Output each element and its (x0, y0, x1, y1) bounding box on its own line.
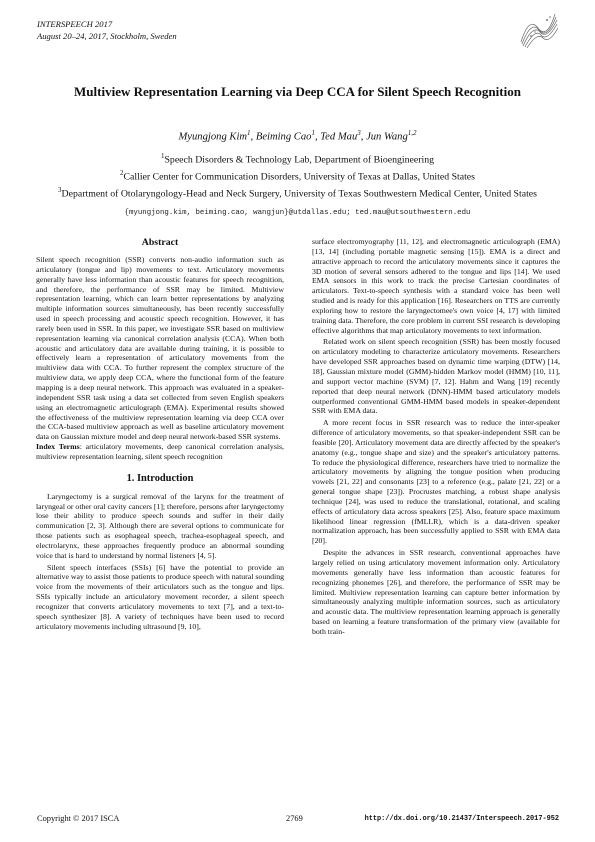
affiliation-line (40, 150, 555, 167)
author-affiliation-marker: 1 (247, 129, 251, 137)
author-emails: {myungjong.kim, beiming.cao, wangjun}@utdallas.edu; ted.mau@utsouthwestern.edu (124, 209, 471, 217)
affiliation-marker: 3 (58, 185, 62, 194)
index-terms-label: Index Terms (36, 442, 80, 452)
affiliation-list (40, 150, 555, 200)
intro-paragraph: Laryngectomy is a surgical removal of the larynx for the treatment of laryngeal or other oral cavity cancers [1]; therefore, persons after laryngectomy lose their ability to produce speech sounds and suffer in their daily communication [2, 3]. Although there are several options to communicate for those patients such as esophageal speech, trachea-esophageal speech, and electrolarynx, these approaches frequently produce an abnormal sounding voice that is hard to understand by normal listeners [4, 5]. (36, 491, 284, 560)
author-name: Myungjong Kim (178, 131, 248, 143)
affiliation-text: Department of Otolaryngology-Head and Neck Surgery, University of Texas Southwestern Medical Center, United States (61, 187, 537, 199)
affiliation-line (40, 167, 555, 184)
copyright-notice: Copyright © 2017 ISCA (37, 814, 120, 823)
author-affiliation-marker: 3 (357, 129, 361, 137)
author-affiliation-marker: 1,2 (407, 129, 417, 137)
body-paragraph: surface electromyography [11, 12], and electromagnetic articulograph (EMA) [13, 14] (including portable magnetic sensing [15]). EMA is a direct and attractive approach to record the articulatory movements since it captures the 3D motion of several sensors adhered to the tongue and lips [14]. We used EMA sensors in this work to track the precise Cartesian coordinates of articulators. Text-to-speech synthesis with a standard voice has been well studied and is ready for this application [16]. Researchers on TTS are currently exploring how to restore the laryngectomee's own voice [4, 17] with limited training data. Therefore, the core problem in current SSI research is developing effective algorithms that map articulatory movements to text information. (312, 237, 560, 335)
body-paragraph: Related work on silent speech recognition (SSR) has been mostly focused on articulatory modeling to characterize articulatory movements. Researchers have developed SSR approaches based on dynamic time warping (DTW) [14, 18], Gaussian mixture model (GMM)-hidden Markov model (HMM) [10, 11], and support vector machine (SVM) [7, 12]. Hahm and Wang [19] recently reported that deep neural network (DNN)-HMM based articulatory models outperformed conventional GMM-HMM based models in speaker-dependent SSR with EMA data. (312, 337, 560, 416)
author-affiliation-marker: 1 (311, 129, 315, 137)
affiliation-line (40, 184, 555, 201)
author-name: Ted Mau (320, 131, 358, 143)
author-name: Jun Wang (366, 131, 408, 143)
body-paragraph: Despite the advances in SSR research, conventional approaches have largely relied on using articulatory movement information only. Articulatory movements generally have less information than acoustic features for recognizing phonemes [26], and therefore, the performance of SSR may be limited. Multiview representation learning can capture better information by simultaneously analyzing multiple information sources, such as articulatory and acoustic data. The multiview representation learning approach is generally based on learning a feature transformation of the primary view (available for both train- (312, 548, 560, 636)
conference-name: INTERSPEECH 2017 (37, 19, 113, 29)
interspeech-logo-icon (517, 8, 559, 50)
intro-paragraph: Silent speech interfaces (SSIs) [6] have the potential to provide an alternative way to assist those patients to produce speech with natural sounding voice from the movements of their articulators such as the tongue and lips. SSIs typically include an articulatory movement recorder, a silent speech recognizer that converts articulatory movements to text [7], and a text-to-speech synthesizer [8]. A variety of techniques have been used to record articulatory movements including ultrasound [9, 10], (36, 562, 284, 631)
affiliation-marker: 2 (120, 168, 124, 177)
introduction-heading: 1. Introduction (126, 472, 194, 484)
index-terms-text: : articulatory movements, deep canonical correlation analysis, multiview representation learning, silent speech recognition (36, 442, 285, 461)
doi-link[interactable]: http://dx.doi.org/10.21437/Interspeech.2017-952 (364, 815, 559, 823)
abstract-heading: Abstract (141, 237, 179, 248)
body-paragraph: A more recent focus in SSR research was to reduce the inter-speaker difference of articulatory movements, so that speaker-independent SSR can be feasible [20]. Articulatory movement data are directly affected by the speaker's anatomy (e.g., tongue shape and size) and the speaker's articulatory patterns. To reduce the physiological difference, researchers have tried to normalize the articulatory movements by aligning the tongue position when producing vowels [21, 22] and consonants [23] to a reference (e.g., palate [21, 22] or a general tongue shape [23]). Procrustes matching, a robust shape analysis technique [24], was used to reduce the translational, rotational, and scaling effects of articulatory data across speakers [25]. Also, feature space maximum likelihood linear regression (fMLLR), which is a data-driven speaker normalization approach, has been successfully applied to SSR with EMA data [20]. (312, 418, 560, 546)
author-name: Beiming Cao (255, 131, 312, 143)
author-list: Myungjong Kim$^1$, Beiming Cao$^1$, Ted Mau$^3$, Jun Wang$^{1,2}$ (178, 129, 417, 143)
affiliation-text: Callier Center for Communication Disorders, University of Texas at Dallas, United States (123, 171, 475, 183)
affiliation-marker: 1 (160, 152, 165, 160)
affiliation-text: Speech Disorders & Technology Lab, Department of Bioengineering (164, 154, 435, 166)
paper-title: Multiview Representation Learning via Deep CCA for Silent Speech Recognition (74, 84, 521, 99)
page-number: 2769 (286, 814, 303, 823)
left-column (36, 237, 284, 632)
conference-date: August 20–24, 2017, Stockholm, Sweden (37, 31, 177, 41)
index-terms (36, 442, 284, 462)
abstract-body: Silent speech recognition (SSR) converts non-audio information such as articulatory (tongue and lip) movements to text. Articulatory movements generally have less information than acoustic features for speech recognition, and therefore, the performance of SSR may be limited. Multiview representation learning, which can learn better representations by analyzing multiple information sources simultaneously, has been recently successfully used in speech processing and acoustic speech recognition. However, it has rarely been used in SSR. In this paper, we investigate SSR based on multiview representation learning via canonical correlation analysis (CCA). When both acoustic and articulatory data are available during training, it is possible to effectively learn a representation of articulatory movements from the multiview data with CCA. To further represent the complex structure of the multiview data, we apply deep CCA, where the functional form of the feature mapping is a deep neural network. This approach was evaluated in a speaker-independent SSR task using a data set collected from seven English speakers using an electromagnetic articulograph (EMA). Experimental results showed the effectiveness of the multiview representation learning via deep CCA over the CCA-based multiview approach as well as baseline articulatory movement data on Gaussian mixture model and deep neural network-based SSR systems. (36, 255, 284, 442)
right-column (312, 237, 560, 637)
